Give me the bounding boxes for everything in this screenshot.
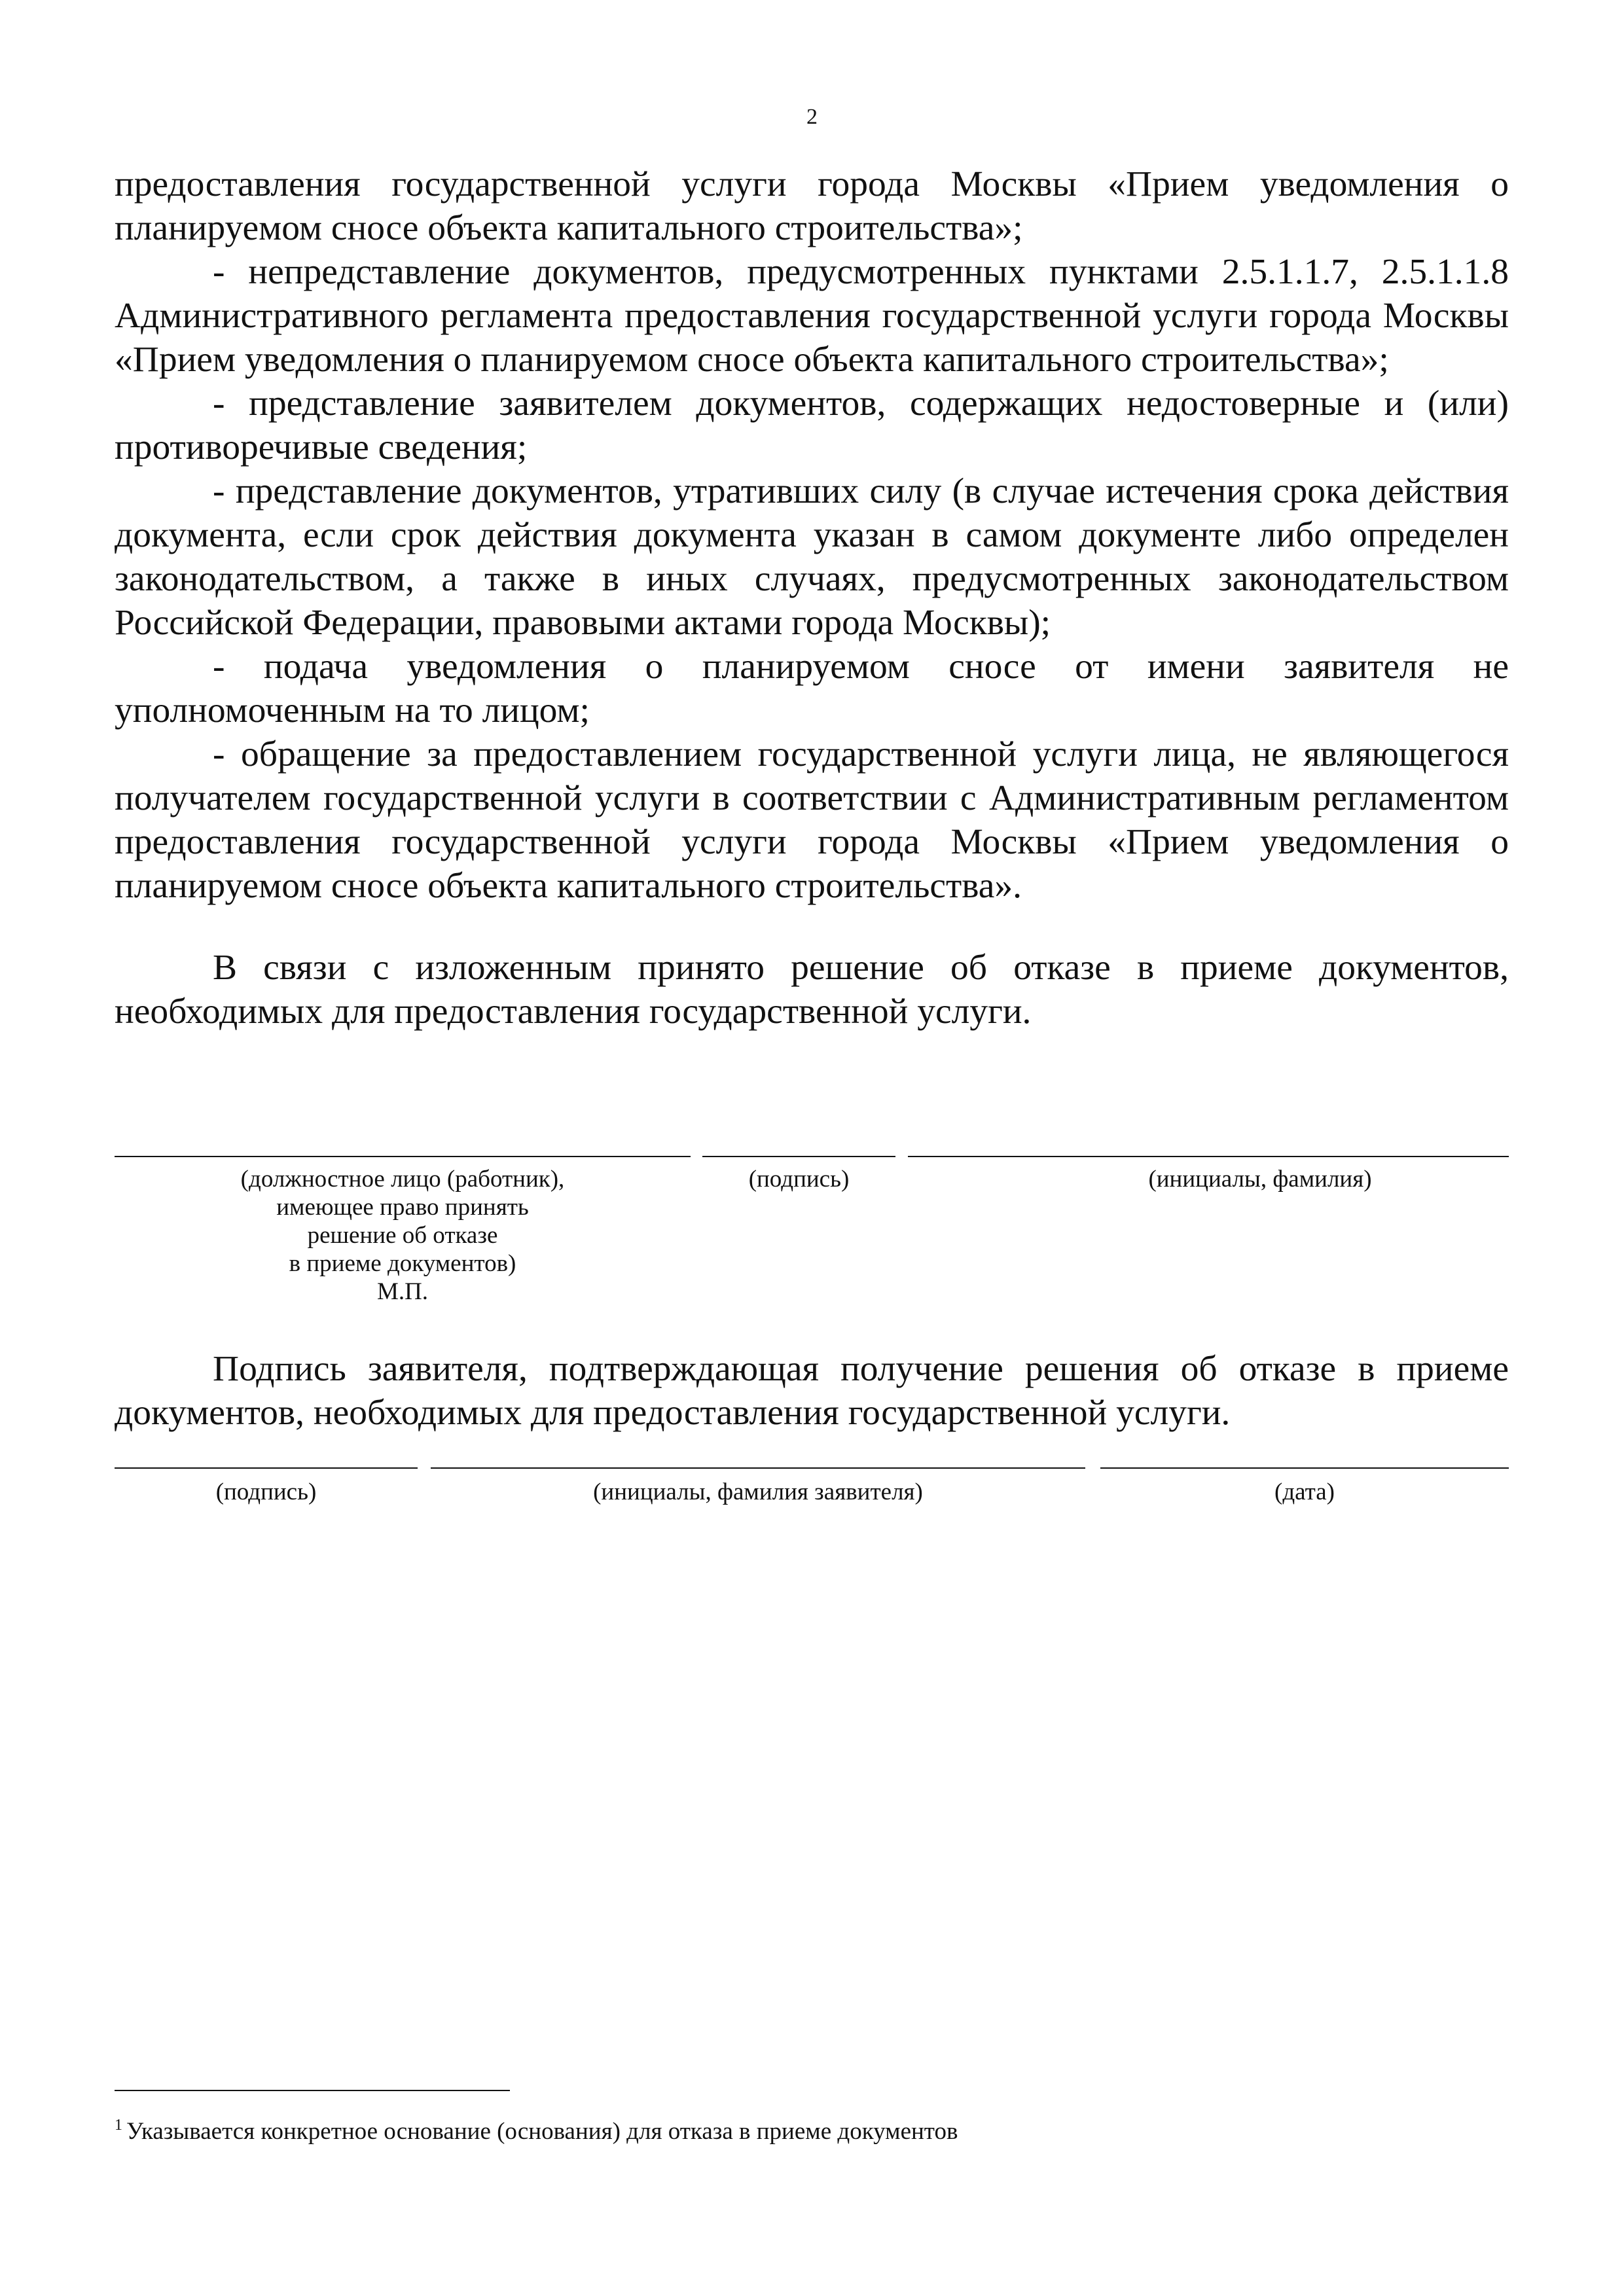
official-signature-block: [115, 1156, 1509, 1319]
official-caption-line-3: решение об отказе: [307, 1222, 498, 1249]
official-name-line[interactable]: [115, 1156, 691, 1157]
applicant-date-line[interactable]: [1100, 1467, 1509, 1469]
paragraph-1: предоставления государственной услуги города Москвы «Прием уведомления о планируемом сносе объекта капитального строительства»;: [115, 164, 1509, 248]
paragraph-2: - непредставление документов, предусмотренных пунктами 2.5.1.1.7, 2.5.1.1.8 Административного регламента предоставления государственной услуги города Москвы «Прием уведомления о планируемом сносе объекта капитального строительства»;: [115, 252, 1509, 380]
page-number: 2: [806, 105, 818, 129]
footnote-marker: 1: [115, 2117, 122, 2134]
paragraph-3: - представление заявителем документов, содержащих недостоверные и (или) противоречивые сведения;: [115, 384, 1509, 467]
paragraph-4: - представление документов, утративших силу (в случае истечения срока действия документа, если срок действия документа указан в самом документе либо определен законодательством, а также в иных случаях, предусмотренных законодательством Российской Федерации, правовыми актами города Москвы);: [115, 471, 1509, 643]
official-caption: [115, 1165, 691, 1306]
official-initials-line[interactable]: [908, 1156, 1509, 1157]
paragraph-7: В связи с изложенным принято решение об отказе в приеме документов, необходимых для предоставления государственной услуги.: [115, 948, 1509, 1031]
official-caption-line-1: (должностное лицо (работник),: [240, 1166, 565, 1193]
main-text: [115, 162, 1509, 1033]
official-caption-line-4: в приеме документов): [289, 1250, 516, 1277]
footnote: [115, 2111, 1509, 2146]
footnote-text: Указывается конкретное основание (основания) для отказа в приеме документов: [126, 2118, 958, 2145]
official-signature-caption: (подпись): [748, 1166, 850, 1193]
applicant-signature-line[interactable]: [115, 1467, 418, 1469]
official-initials-caption: (инициалы, фамилия): [1148, 1166, 1372, 1193]
paragraph-6: - обращение за предоставлением государственной услуги лица, не являющегося получателем государственной услуги в соответствии с Административным регламентом предоставления государственной услуги города Москвы «Прием уведомления о планируемом сносе объекта капитального строительства».: [115, 734, 1509, 906]
applicant-name-line[interactable]: [431, 1467, 1085, 1469]
applicant-signature-block: [115, 1467, 1509, 1520]
official-caption-line-2: имеющее право принять: [276, 1194, 529, 1221]
official-signature-line[interactable]: [702, 1156, 895, 1157]
applicant-date-caption: (дата): [1274, 1479, 1335, 1505]
applicant-paragraph: Подпись заявителя, подтверждающая получение решения об отказе в приеме документов, необходимых для предоставления государственной услуги.: [115, 1349, 1509, 1433]
paragraph-5: - подача уведомления о планируемом сносе от имени заявителя не уполномоченным на то лицом;: [115, 647, 1509, 730]
footnote-separator: [115, 2090, 510, 2091]
applicant-name-caption: (инициалы, фамилия заявителя): [593, 1479, 923, 1505]
stamp-place-label: М.П.: [376, 1278, 429, 1305]
applicant-signature-caption: (подпись): [215, 1479, 317, 1505]
